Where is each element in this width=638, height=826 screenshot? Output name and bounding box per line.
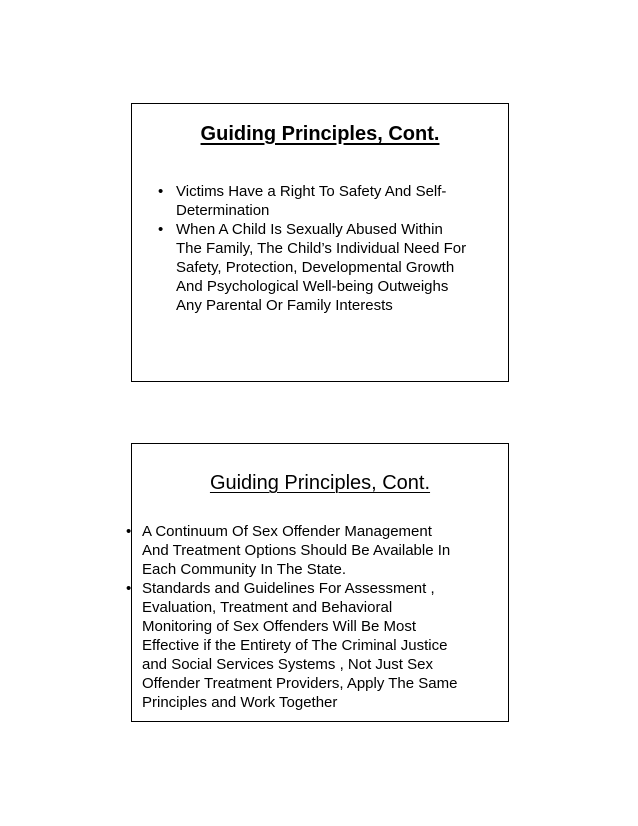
slide-2-title: Guiding Principles, Cont. [209,472,431,494]
slide-1-title: Guiding Principles, Cont. [200,123,440,145]
bullet-text-line: Monitoring of Sex Offenders Will Be Most [142,618,416,635]
slide-2-bullet-list [125,522,509,712]
bullet-icon: • [158,183,164,200]
slide-2-bullet-item [125,522,509,579]
bullet-text-line: And Psychological Well-being Outweighs [176,278,449,295]
bullet-text-line: Evaluation, Treatment and Behavioral [142,599,393,616]
bullet-text-line: A Continuum Of Sex Offender Management [142,523,432,540]
slide-1-bullet-item [154,220,514,315]
bullet-text-line: Principles and Work Together [142,694,338,711]
bullet-text-line: Safety, Protection, Developmental Growth [176,259,455,276]
slide-1-bullet-list [154,182,514,315]
bullet-text-line: Offender Treatment Providers, Apply The Same [142,675,458,692]
slide-1 [131,103,509,382]
bullet-text-line: Standards and Guidelines For Assessment , [142,580,435,597]
bullet-text-line: When A Child Is Sexually Abused Within [176,221,443,238]
bullet-text-line: Each Community In The State. [142,561,346,578]
bullet-text-line: Effective if the Entirety of The Criminal Justice [142,637,448,654]
bullet-text-line: and Social Services Systems , Not Just Sex [142,656,433,673]
bullet-text-line: And Treatment Options Should Be Available In [142,542,451,559]
bullet-text-line: Any Parental Or Family Interests [176,297,393,314]
slide-2-bullet-item [125,579,509,712]
slide-1-bullet-item [154,182,514,220]
bullet-icon: • [126,580,132,597]
bullet-text-line: Determination [176,202,270,219]
slide-2 [126,443,509,722]
bullet-icon: • [158,221,164,238]
bullet-text-line: Victims Have a Right To Safety And Self- [176,183,447,200]
bullet-icon: • [126,523,132,540]
bullet-text-line: The Family, The Child’s Individual Need For [176,240,467,257]
